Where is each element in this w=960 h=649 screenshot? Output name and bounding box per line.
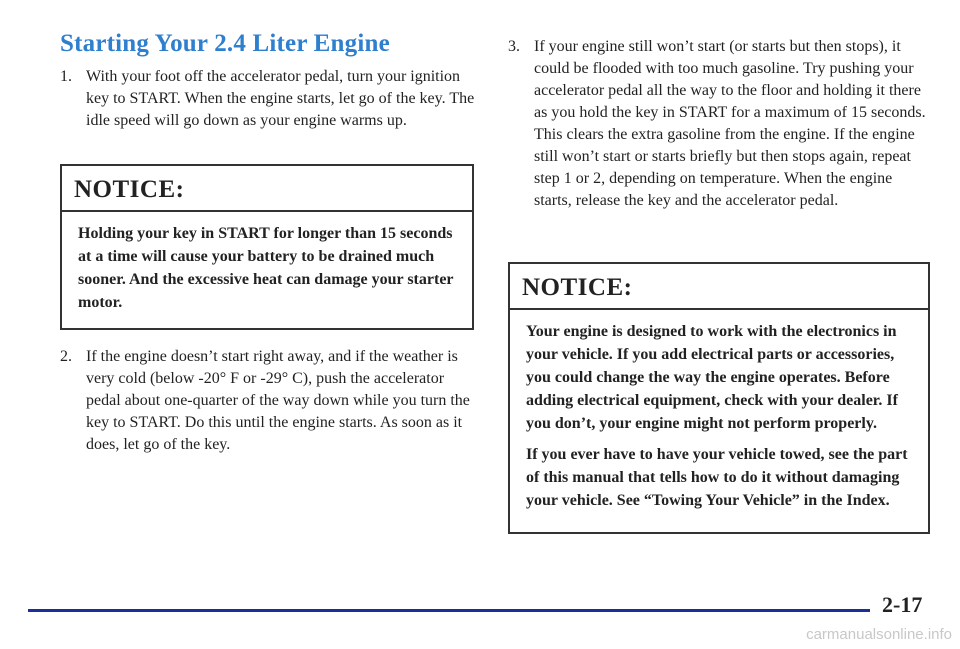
step-text: If the engine doesn’t start right away, and if the weather is very cold (below -20° F or -29° C), push the accelerator pedal about one-quarter of the way down while you turn the key to START. Do this until the engine starts. As soon as it does, let go of the key. (86, 348, 470, 453)
notice-paragraph-2: If you ever have to have your vehicle towed, see the part of this manual that tells how to do it without damaging your vehicle. See “Towing Your Vehicle” in the Index. (526, 446, 908, 509)
step-number: 2. (60, 348, 72, 365)
notice-body (62, 212, 472, 330)
notice-box-battery (60, 164, 474, 330)
step-1 (60, 66, 480, 132)
step-2 (60, 346, 480, 456)
step-3 (508, 36, 934, 212)
notice-header (62, 166, 472, 212)
step-number: 3. (508, 38, 520, 55)
notice-paragraph-1: Your engine is designed to work with the electronics in your vehicle. If you add electrical parts or accessories, you could change the way the engine operates. Before adding electrical equipment, check with your dealer. If you don’t, your engine might not perform properly. (526, 323, 898, 432)
notice-header (510, 264, 928, 310)
step-text: If your engine still won’t start (or starts but then stops), it could be flooded with too much gasoline. Try pushing your accelerator pedal all the way to the floor and holding it there as you hold the key in START for a maximum of 15 seconds. This clears the extra gasoline from the engine. If the engine still won’t start or starts briefly but then stops again, repeat step 1 or 2, depending on temperature. When the engine starts, release the key and the accelerator pedal. (534, 38, 926, 209)
section-heading: Starting Your 2.4 Liter Engine (60, 30, 390, 57)
step-text: With your foot off the accelerator pedal, turn your ignition key to START. When the engine starts, let go of the key. The idle speed will go down as your engine warms up. (86, 68, 475, 129)
notice-title: NOTICE: (74, 176, 185, 203)
notice-text: Holding your key in START for longer than 15 seconds at a time will cause your battery to be drained much sooner. And the excessive heat can damage your starter motor. (78, 225, 454, 311)
watermark: carmanualsonline.info (806, 626, 952, 643)
page-number: 2-17 (882, 592, 923, 617)
footer-rule (28, 609, 870, 612)
notice-box-electronics (508, 262, 930, 534)
notice-title: NOTICE: (522, 274, 633, 301)
notice-body (510, 310, 928, 528)
step-number: 1. (60, 68, 72, 85)
